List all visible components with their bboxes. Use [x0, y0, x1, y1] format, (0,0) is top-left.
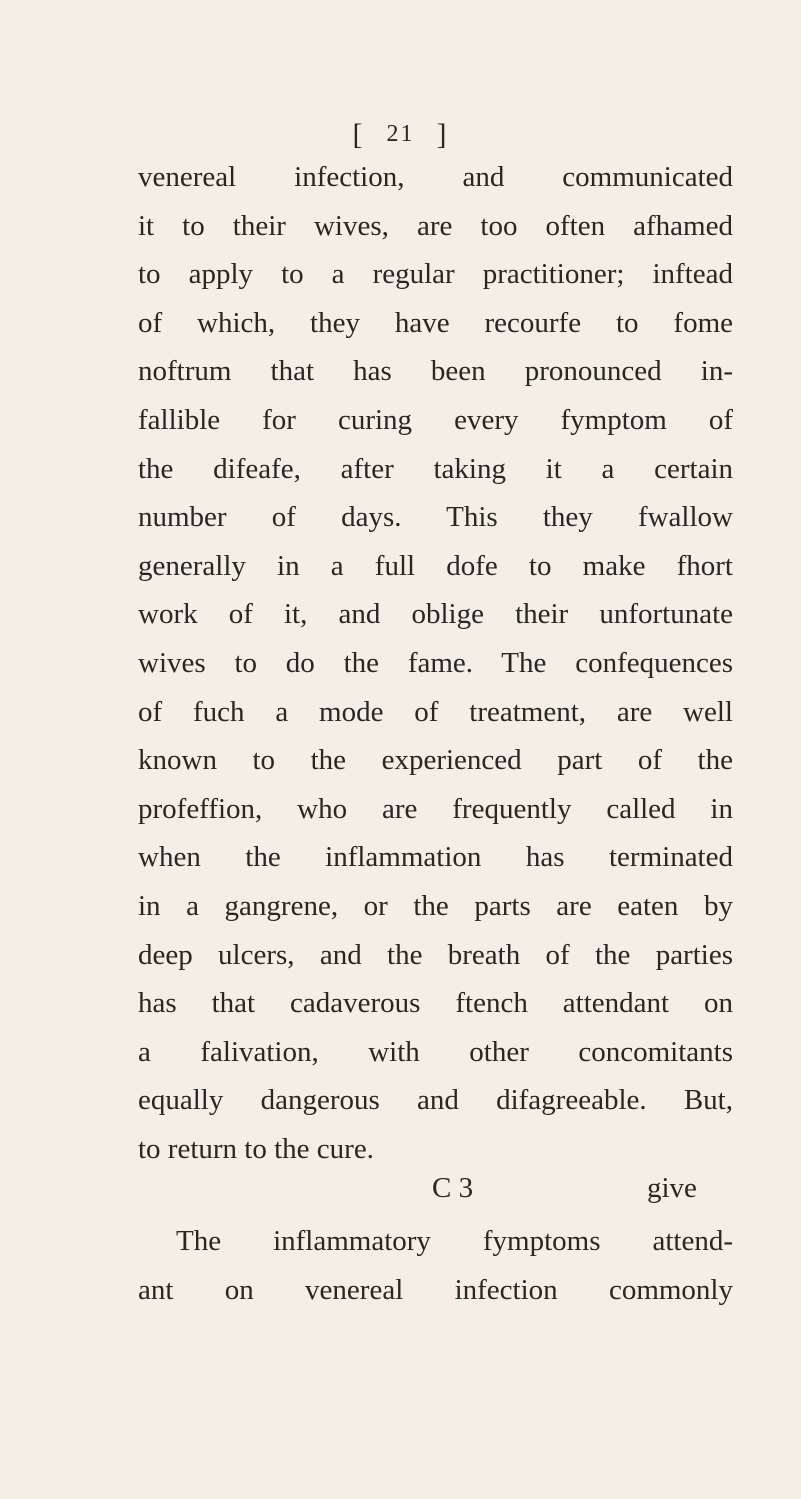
- text-line: generally in a full dofe to make fhort: [138, 549, 733, 582]
- paragraph-2: [138, 1217, 733, 1314]
- text-line: known to the experienced part of the: [138, 744, 733, 777]
- text-line: has that cadaverous ftench attendant on: [138, 987, 733, 1020]
- text-line: number of days. This they fwallow: [138, 501, 733, 534]
- signature-mark: C 3: [432, 1172, 474, 1204]
- text-line: it to their wives, are too often afhamed: [138, 209, 733, 242]
- text-line: noftrum that has been pronounced in-: [138, 355, 733, 388]
- catchword: give: [647, 1172, 697, 1204]
- text-line: fallible for curing every fymptom of: [138, 403, 733, 436]
- text-line: equally dangerous and difagreeable. But,: [138, 1084, 733, 1117]
- text-line: ant on venereal infection commonly: [138, 1274, 733, 1307]
- text-line: when the inflammation has terminated: [138, 841, 733, 874]
- text-line: profeffion, who are frequently called in: [138, 792, 733, 825]
- page-footer: [0, 1172, 801, 1212]
- text-line: of fuch a mode of treatment, are well: [138, 695, 733, 728]
- body-text: [138, 153, 733, 1315]
- paragraph-1: [138, 153, 733, 1173]
- text-line: to apply to a regular practitioner; inftead: [138, 258, 733, 291]
- page-number: 21: [386, 121, 415, 147]
- text-line: The inflammatory fymptoms attend-: [176, 1225, 733, 1258]
- text-line: venereal infection, and communicated: [138, 161, 733, 193]
- bracket-close: ]: [436, 118, 449, 151]
- text-line: deep ulcers, and the breath of the parties: [138, 938, 733, 971]
- text-line: wives to do the fame. The confequences: [138, 646, 733, 679]
- text-line: work of it, and oblige their unfortunate: [138, 598, 733, 631]
- text-line: the difeafe, after taking it a certain: [138, 452, 733, 485]
- text-line: to return to the cure.: [138, 1132, 374, 1165]
- page-number-header: [0, 118, 801, 152]
- text-line: of which, they have recourfe to fome: [138, 306, 733, 339]
- text-line: a falivation, with other concomitants: [138, 1035, 733, 1068]
- bracket-open: [: [352, 118, 365, 151]
- text-line: in a gangrene, or the parts are eaten by: [138, 889, 733, 922]
